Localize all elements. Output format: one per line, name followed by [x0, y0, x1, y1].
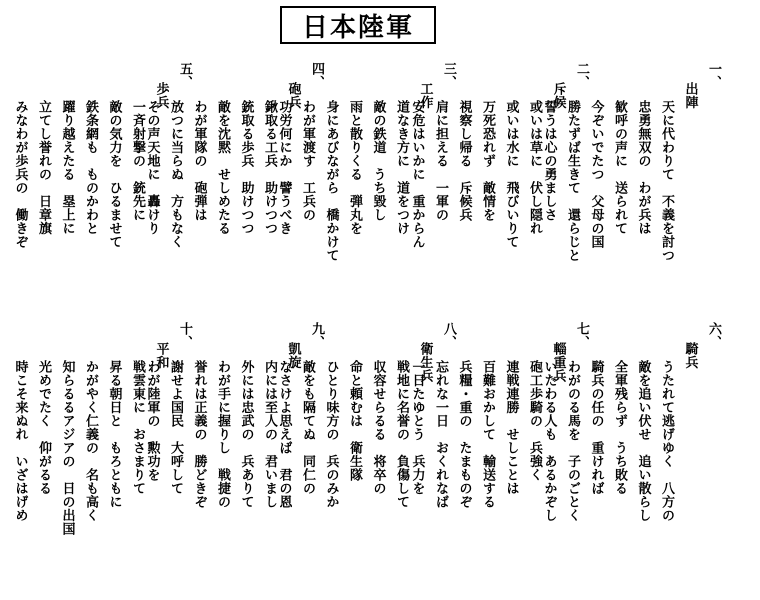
verse-line: 光めでたく 仰がるる	[36, 360, 51, 495]
verse-line: うたれて逃げゆく 八方の	[659, 360, 674, 522]
verse-line: 放つに当らぬ 方もなく	[168, 100, 183, 249]
verse-line: 敵をも隔てぬ 同仁の	[300, 360, 315, 495]
verse-line: 忠勇無双の わが兵は	[635, 100, 651, 235]
verse-title: 衛生兵	[417, 342, 433, 383]
verse-title: 騎兵	[682, 342, 698, 369]
verse-line: 道なき方に 道をつけ	[394, 100, 409, 235]
verse-line: 外には忠武の 兵ありて	[238, 360, 254, 509]
verse-line: 兵糧・重の たまものぞ	[456, 360, 472, 509]
verse-line: わが軍渡す 工兵の	[300, 100, 315, 222]
verse-line: 謝せよ国民 大呼して	[168, 360, 183, 495]
verse-number: 七、	[574, 322, 589, 349]
verse-line: 連戦連勝 せしことは	[503, 360, 519, 495]
verse-line: わが陸軍の 勲功を	[144, 360, 160, 482]
verse-line: 敵の気力を ひるませて	[106, 100, 122, 249]
verse-line: 雨と散りくる 弾丸を	[347, 100, 362, 235]
verse-title: 歩兵	[153, 82, 169, 109]
verse-line: 敵の鉄道 うち毀し	[370, 100, 386, 222]
verse-line: いたわる人も あるかぞし	[541, 360, 557, 522]
verse-line: 一斉射撃の 銃先に	[130, 100, 145, 222]
verse-line: わが手に握りし 戦捷の	[215, 360, 230, 509]
verse-line: 安危はいかに 重からん	[409, 100, 425, 249]
verse-line: かがやく仁義の 名も高く	[83, 360, 98, 522]
verse-line: 一日たゆとう 兵力を	[409, 360, 425, 495]
verse-line: 立てし誉れの 日章旗	[36, 100, 51, 235]
page-title: 日本陸軍	[280, 6, 436, 44]
verse-line: 歓呼の声に 送られて	[612, 100, 627, 235]
verse-number: 四、	[309, 62, 324, 89]
verse-line: 或いは草に 伏し隠れ	[527, 100, 542, 235]
verse-line: なさけよ思えば 君の恩	[276, 360, 292, 509]
verse-title: 工作	[417, 82, 433, 109]
verse-line: 肩に担える 一軍の	[433, 100, 448, 222]
verse-line: 忘れな一日 おくれなば	[433, 360, 448, 509]
verse-line: 砲工歩騎の 兵強く	[527, 360, 542, 482]
verse-line: 騎兵の任の 重ければ	[588, 360, 604, 495]
verse-line: 鉄条網も ものかわと	[83, 100, 98, 235]
verse-line: 今ぞいでたつ 父母の国	[588, 100, 604, 249]
verse-number: 十、	[177, 322, 192, 349]
verse-line: 収容せらるる 将卒の	[370, 360, 386, 495]
verse-line: 百難おかして 輸送する	[480, 360, 495, 509]
verse-line: 誉れは正義の 勝どきぞ	[191, 360, 207, 509]
verse-line: 功労何にか 譬うべき	[276, 100, 292, 235]
verse-line: 全軍残らず うち敗る	[612, 360, 627, 495]
verse-title: 輜重兵	[550, 342, 566, 383]
verse-title: 凱旋	[285, 342, 301, 369]
verse-title: 出陣	[682, 82, 698, 109]
verse-title: 斥候	[550, 82, 566, 109]
verse-10	[8, 322, 196, 536]
verse-line: みなわが歩兵の 働きぞ	[12, 100, 28, 249]
verse-line: 銃取る歩兵 助けつつ	[238, 100, 254, 235]
verse-number: 二、	[574, 62, 589, 89]
verse-number: 八、	[441, 322, 456, 349]
verse-number: 九、	[309, 322, 324, 349]
verse-line: 天に代わりて 不義を討つ	[659, 100, 674, 262]
verse-line: 戦地に名誉の 負傷して	[394, 360, 409, 509]
verse-line: わが軍隊の 砲弾は	[191, 100, 207, 222]
verse-line: その声天地に 轟けり	[144, 100, 160, 235]
verse-line: 時こそ来ぬれ いざはげめ	[12, 360, 28, 522]
verse-line: 知らるるアジアの 日の出国	[59, 360, 75, 536]
verse-title: 砲兵	[285, 82, 301, 109]
verse-line: わがのる馬を 子のごとく	[565, 360, 580, 522]
verse-number: 三、	[441, 62, 456, 89]
verse-line: 躍り越えたる 塁上に	[59, 100, 75, 235]
verse-number: 五、	[177, 62, 192, 89]
verse-line: 或いは水に 飛びいりて	[503, 100, 519, 249]
verse-line: 身にあびながら 橋かけて	[323, 100, 339, 262]
verse-line: 鍬取る工兵 助けつつ	[262, 100, 277, 235]
verse-line: 敵を沈黙 せしめたる	[215, 100, 230, 235]
verse-line: ひとり味方の 兵のみか	[323, 360, 339, 509]
verse-line: 内には至人の 君いまし	[262, 360, 277, 509]
verse-title: 平和	[153, 342, 169, 369]
verse-line: 誓うは心の勇ましさ	[541, 100, 557, 222]
verse-number: 一、	[706, 62, 721, 89]
verse-line: 敵を追い伏せ 追い散らし	[635, 360, 651, 522]
verse-number: 六、	[706, 322, 721, 349]
verse-line: 視察し帰る 斥候兵	[456, 100, 472, 222]
verse-5	[8, 62, 196, 249]
verse-line: 勝たずば生きて 還らじと	[565, 100, 580, 262]
verse-line: 戦雲東に おさまりて	[130, 360, 145, 495]
verse-line: 万死恐れず 敵情を	[480, 100, 495, 222]
verse-line: 昇る朝日と もろともに	[106, 360, 122, 509]
verse-line: 命と頼むは 衛生隊	[347, 360, 362, 482]
